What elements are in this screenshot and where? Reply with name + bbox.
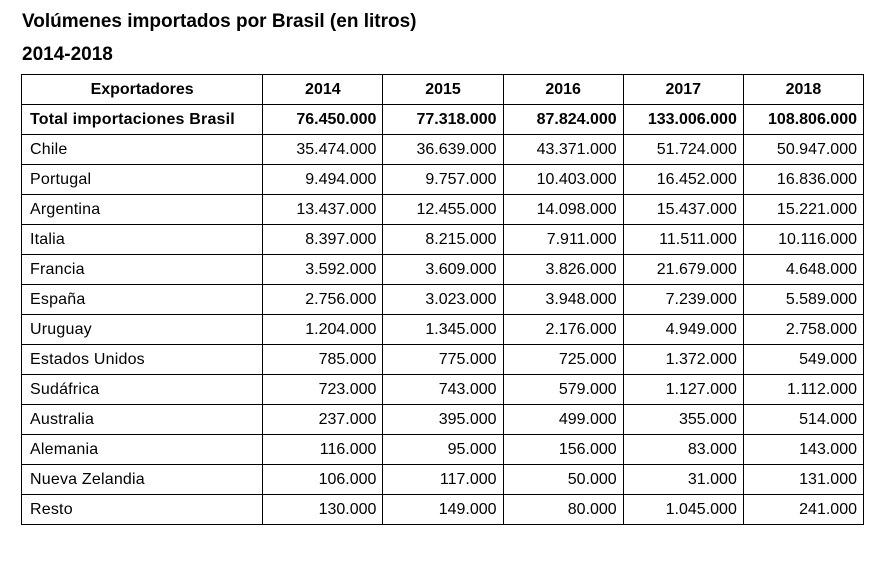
table-cell: 14.098.000 (503, 195, 623, 225)
row-label: España (22, 285, 263, 315)
table-cell: 43.371.000 (503, 135, 623, 165)
table-cell: 4.648.000 (743, 255, 863, 285)
table-cell: 131.000 (743, 465, 863, 495)
row-label: Resto (22, 495, 263, 525)
table-cell: 15.437.000 (623, 195, 743, 225)
table-cell: 80.000 (503, 495, 623, 525)
row-label: Total importaciones Brasil (22, 105, 263, 135)
table-body (22, 105, 864, 525)
table-row (22, 315, 864, 345)
table-cell: 108.806.000 (743, 105, 863, 135)
table-cell: 149.000 (383, 495, 503, 525)
table-cell: 156.000 (503, 435, 623, 465)
table-cell: 16.836.000 (743, 165, 863, 195)
row-label: Estados Unidos (22, 345, 263, 375)
table-cell: 1.204.000 (263, 315, 383, 345)
table-cell: 87.824.000 (503, 105, 623, 135)
table-cell: 1.112.000 (743, 375, 863, 405)
row-label: Sudáfrica (22, 375, 263, 405)
table-cell: 549.000 (743, 345, 863, 375)
table-cell: 3.826.000 (503, 255, 623, 285)
table-cell: 21.679.000 (623, 255, 743, 285)
table-cell: 775.000 (383, 345, 503, 375)
table-cell: 725.000 (503, 345, 623, 375)
table-cell: 3.023.000 (383, 285, 503, 315)
document-subtitle: 2014-2018 (22, 44, 113, 65)
row-label: Chile (22, 135, 263, 165)
table-cell: 143.000 (743, 435, 863, 465)
table-header-row (22, 75, 864, 105)
row-label: Italia (22, 225, 263, 255)
table-cell: 3.609.000 (383, 255, 503, 285)
table-row (22, 375, 864, 405)
table-cell: 83.000 (623, 435, 743, 465)
row-label: Nueva Zelandia (22, 465, 263, 495)
table-cell: 395.000 (383, 405, 503, 435)
table-cell: 2.756.000 (263, 285, 383, 315)
table-row (22, 495, 864, 525)
row-label: Portugal (22, 165, 263, 195)
table-cell: 8.397.000 (263, 225, 383, 255)
table-cell: 785.000 (263, 345, 383, 375)
table-cell: 15.221.000 (743, 195, 863, 225)
table-cell: 77.318.000 (383, 105, 503, 135)
table-row (22, 255, 864, 285)
table-cell: 76.450.000 (263, 105, 383, 135)
table-cell: 35.474.000 (263, 135, 383, 165)
table-row (22, 285, 864, 315)
table-cell: 116.000 (263, 435, 383, 465)
table-cell: 3.592.000 (263, 255, 383, 285)
column-header: 2016 (503, 75, 623, 105)
table-cell: 10.403.000 (503, 165, 623, 195)
table-row (22, 195, 864, 225)
table-row (22, 465, 864, 495)
table-row (22, 225, 864, 255)
column-header: 2015 (383, 75, 503, 105)
imports-table (21, 74, 864, 525)
row-label: Alemania (22, 435, 263, 465)
table-cell: 11.511.000 (623, 225, 743, 255)
table-cell: 9.757.000 (383, 165, 503, 195)
table-cell: 2.758.000 (743, 315, 863, 345)
table-cell: 106.000 (263, 465, 383, 495)
column-header: Exportadores (22, 75, 263, 105)
table-cell: 1.045.000 (623, 495, 743, 525)
column-header: 2014 (263, 75, 383, 105)
table-cell: 36.639.000 (383, 135, 503, 165)
table-cell: 8.215.000 (383, 225, 503, 255)
table-cell: 7.911.000 (503, 225, 623, 255)
column-header: 2017 (623, 75, 743, 105)
table-cell: 10.116.000 (743, 225, 863, 255)
table-row (22, 165, 864, 195)
table-cell: 51.724.000 (623, 135, 743, 165)
table-cell: 723.000 (263, 375, 383, 405)
table-cell: 743.000 (383, 375, 503, 405)
row-label: Uruguay (22, 315, 263, 345)
table-cell: 16.452.000 (623, 165, 743, 195)
table-row (22, 405, 864, 435)
table-row (22, 435, 864, 465)
table-cell: 13.437.000 (263, 195, 383, 225)
table-cell: 514.000 (743, 405, 863, 435)
table-row (22, 345, 864, 375)
table-row (22, 135, 864, 165)
table-cell: 12.455.000 (383, 195, 503, 225)
table-cell: 50.000 (503, 465, 623, 495)
row-label: Francia (22, 255, 263, 285)
total-row (22, 105, 864, 135)
table-cell: 7.239.000 (623, 285, 743, 315)
table-cell: 1.345.000 (383, 315, 503, 345)
table-cell: 355.000 (623, 405, 743, 435)
table-cell: 5.589.000 (743, 285, 863, 315)
table-cell: 499.000 (503, 405, 623, 435)
table-cell: 117.000 (383, 465, 503, 495)
table-cell: 4.949.000 (623, 315, 743, 345)
table-cell: 579.000 (503, 375, 623, 405)
document-title: Volúmenes importados por Brasil (en litros) (22, 11, 417, 32)
table-cell: 1.372.000 (623, 345, 743, 375)
table-cell: 1.127.000 (623, 375, 743, 405)
table-cell: 241.000 (743, 495, 863, 525)
table-cell: 50.947.000 (743, 135, 863, 165)
row-label: Australia (22, 405, 263, 435)
table-cell: 2.176.000 (503, 315, 623, 345)
table-cell: 130.000 (263, 495, 383, 525)
table-cell: 237.000 (263, 405, 383, 435)
table-cell: 3.948.000 (503, 285, 623, 315)
column-header: 2018 (743, 75, 863, 105)
table-cell: 95.000 (383, 435, 503, 465)
row-label: Argentina (22, 195, 263, 225)
table-cell: 31.000 (623, 465, 743, 495)
table-cell: 133.006.000 (623, 105, 743, 135)
table-cell: 9.494.000 (263, 165, 383, 195)
